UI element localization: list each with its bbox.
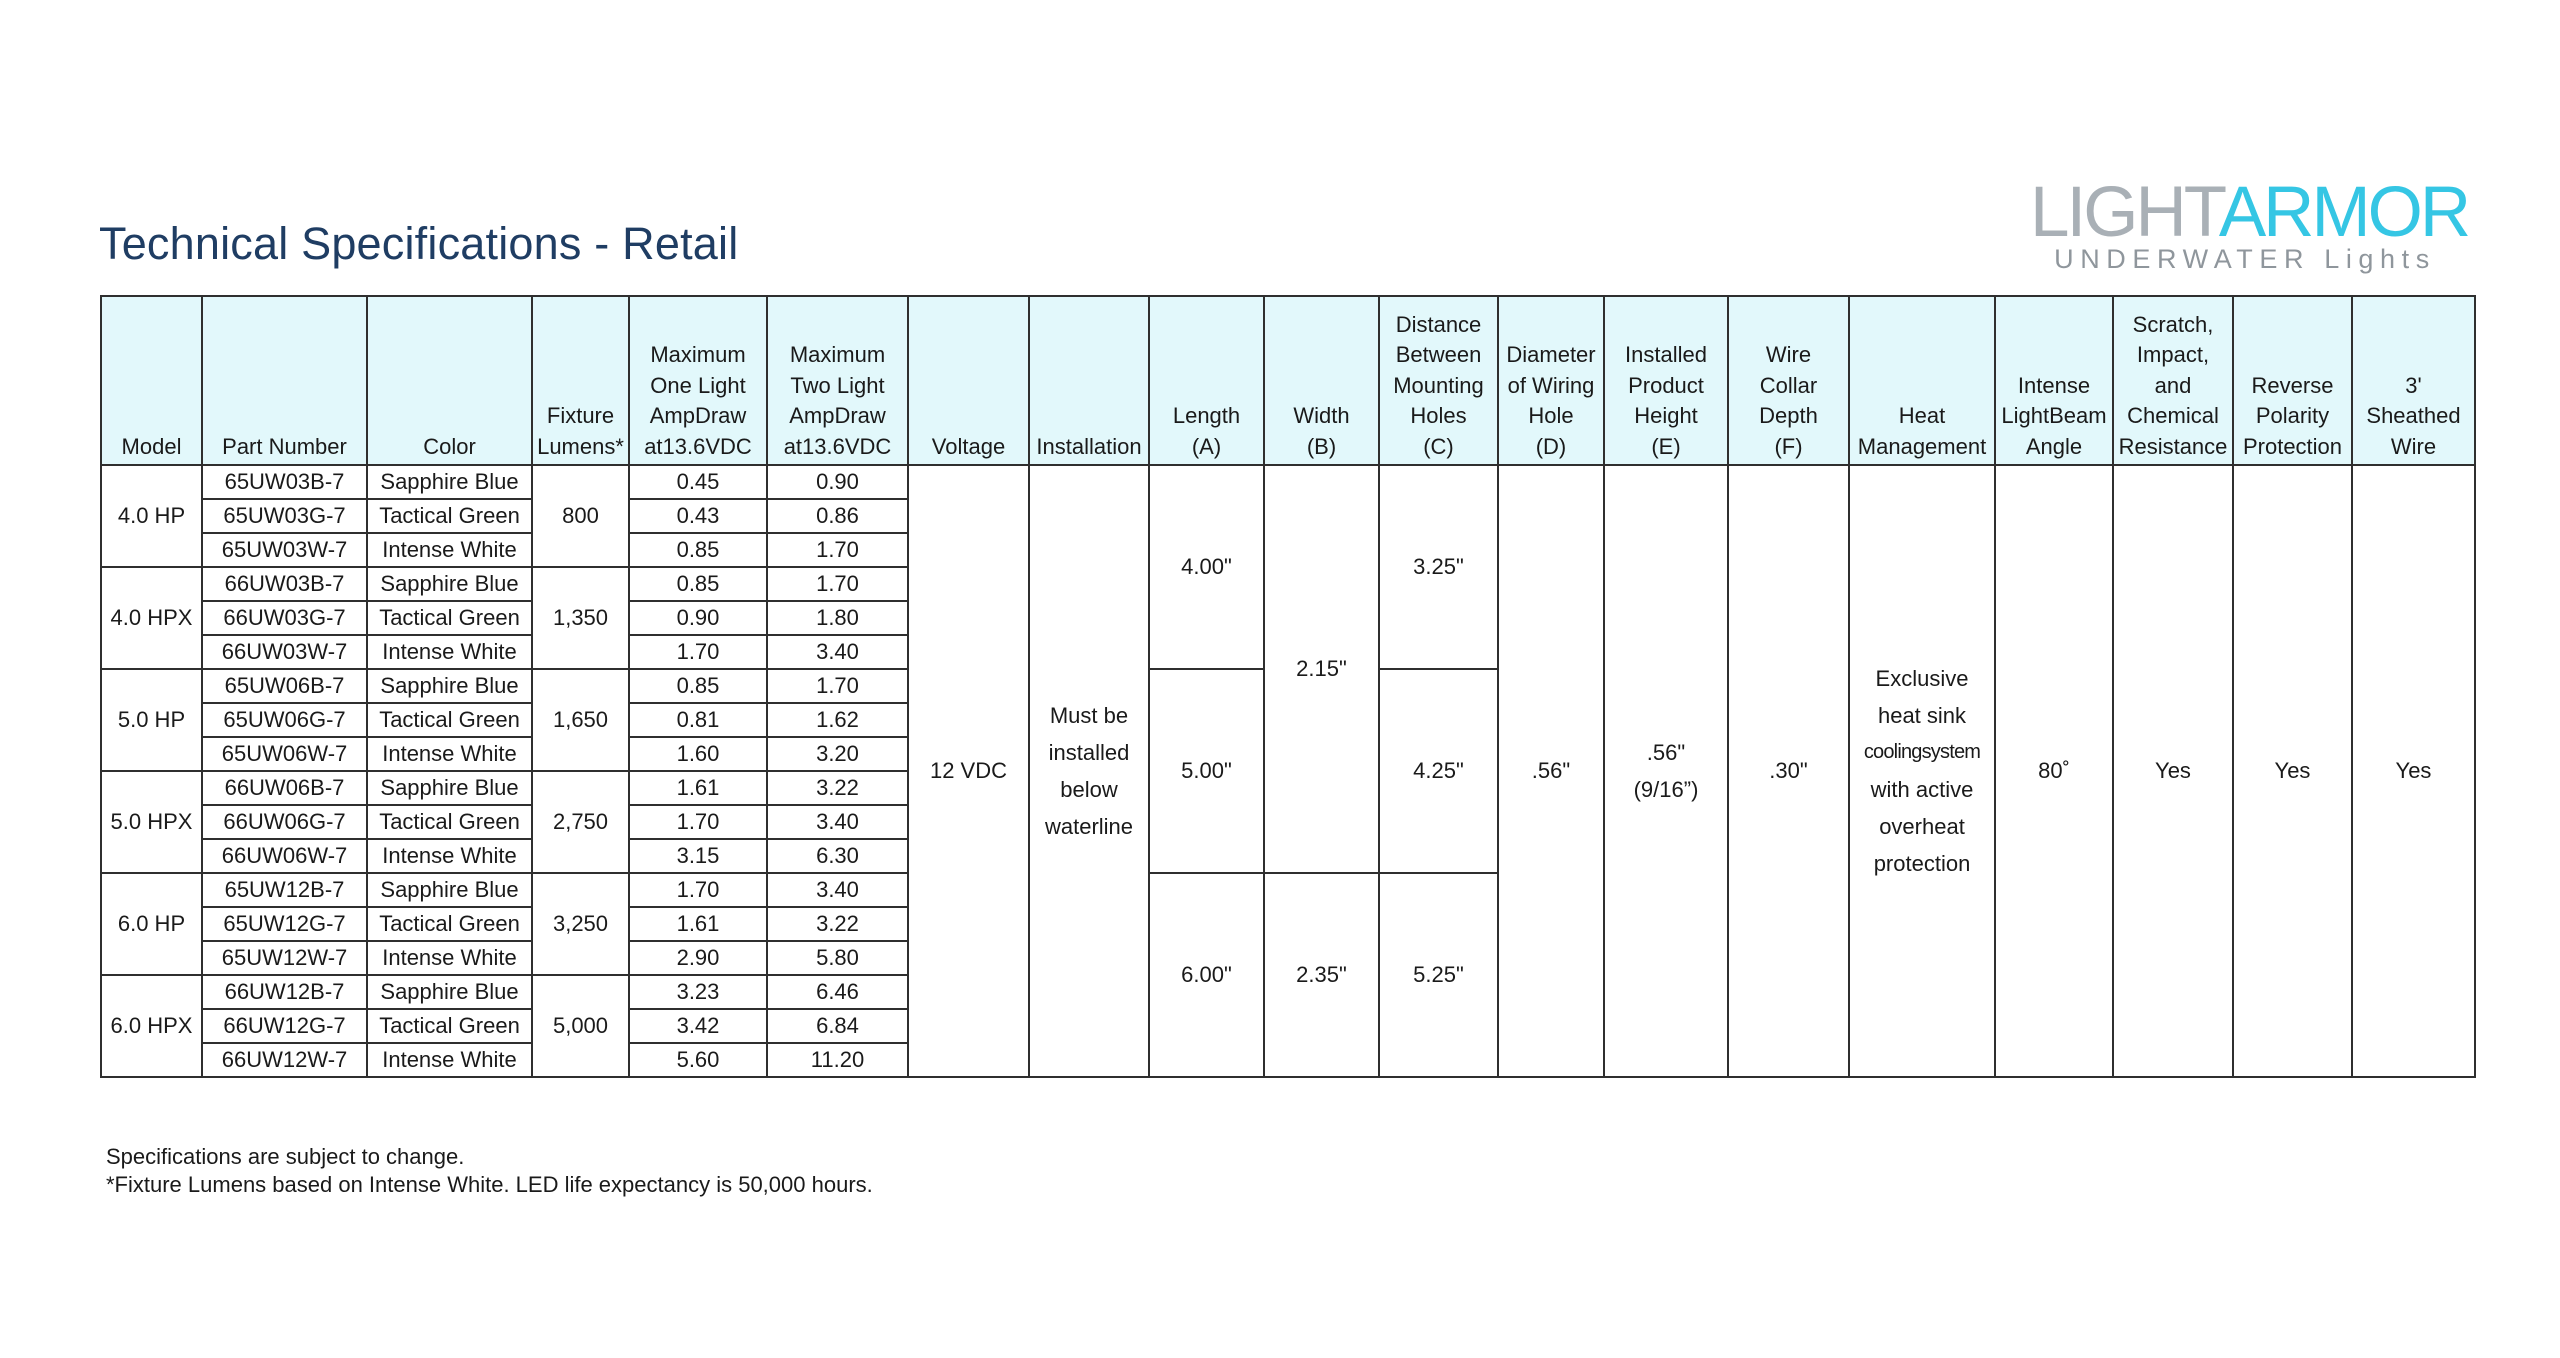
part-number-cell: 65UW03G-7 <box>202 499 367 533</box>
one-light-cell: 1.70 <box>629 873 767 907</box>
one-light-cell: 0.90 <box>629 601 767 635</box>
model-cell: 5.0 HPX <box>101 771 202 873</box>
header-wire-collar: Wire Collar Depth (F) <box>1728 296 1849 465</box>
two-light-cell: 3.22 <box>767 907 908 941</box>
part-number-cell: 66UW03B-7 <box>202 567 367 601</box>
color-cell: Sapphire Blue <box>367 567 532 601</box>
header-model: Model <box>101 296 202 465</box>
two-light-cell: 6.46 <box>767 975 908 1009</box>
two-light-cell: 6.30 <box>767 839 908 873</box>
part-number-cell: 65UW03W-7 <box>202 533 367 567</box>
color-cell: Intense White <box>367 533 532 567</box>
two-light-cell: 5.80 <box>767 941 908 975</box>
color-cell: Intense White <box>367 635 532 669</box>
lumens-cell: 5,000 <box>532 975 629 1077</box>
one-light-cell: 0.43 <box>629 499 767 533</box>
color-cell: Tactical Green <box>367 805 532 839</box>
color-cell: Intense White <box>367 1043 532 1077</box>
color-cell: Tactical Green <box>367 703 532 737</box>
part-number-cell: 65UW03B-7 <box>202 465 367 499</box>
part-number-cell: 66UW12W-7 <box>202 1043 367 1077</box>
logo-subtitle: UNDERWATER Lights <box>2054 244 2436 274</box>
voltage-cell: 12 VDC <box>908 465 1029 1077</box>
wire-collar-cell: .30" <box>1728 465 1849 1077</box>
length-cell: 5.00" <box>1149 669 1264 873</box>
one-light-cell: 1.61 <box>629 907 767 941</box>
one-light-cell: 3.42 <box>629 1009 767 1043</box>
lumens-cell: 2,750 <box>532 771 629 873</box>
part-number-cell: 65UW06B-7 <box>202 669 367 703</box>
two-light-cell: 0.90 <box>767 465 908 499</box>
header-width: Width (B) <box>1264 296 1379 465</box>
header-voltage: Voltage <box>908 296 1029 465</box>
logo-light: LIGHT <box>2030 173 2219 252</box>
one-light-cell: 2.90 <box>629 941 767 975</box>
diameter-cell: .56" <box>1498 465 1604 1077</box>
two-light-cell: 3.22 <box>767 771 908 805</box>
color-cell: Intense White <box>367 839 532 873</box>
color-cell: Sapphire Blue <box>367 975 532 1009</box>
part-number-cell: 66UW06W-7 <box>202 839 367 873</box>
length-cell: 6.00" <box>1149 873 1264 1077</box>
part-number-cell: 65UW06G-7 <box>202 703 367 737</box>
part-number-cell: 66UW12B-7 <box>202 975 367 1009</box>
two-light-cell: 1.70 <box>767 567 908 601</box>
part-number-cell: 65UW12W-7 <box>202 941 367 975</box>
part-number-cell: 66UW03G-7 <box>202 601 367 635</box>
part-number-cell: 65UW06W-7 <box>202 737 367 771</box>
header-max-one-light: Maximum One Light AmpDraw at13.6VDC <box>629 296 767 465</box>
logo-armor: ARMOR <box>2218 173 2469 252</box>
header-max-two-light: Maximum Two Light AmpDraw at13.6VDC <box>767 296 908 465</box>
one-light-cell: 5.60 <box>629 1043 767 1077</box>
brand-logo <box>2030 173 2469 275</box>
two-light-cell: 0.86 <box>767 499 908 533</box>
one-light-cell: 1.60 <box>629 737 767 771</box>
footnote-lumens: *Fixture Lumens based on Intense White. LED life expectancy is 50,000 hours. <box>106 1172 873 1197</box>
color-cell: Sapphire Blue <box>367 669 532 703</box>
header-reverse-polarity: Reverse Polarity Protection <box>2233 296 2352 465</box>
part-number-cell: 65UW12G-7 <box>202 907 367 941</box>
one-light-cell: 0.85 <box>629 533 767 567</box>
color-cell: Sapphire Blue <box>367 873 532 907</box>
width-cell: 2.15" <box>1264 465 1379 873</box>
header-fixture-lumens: Fixture Lumens* <box>532 296 629 465</box>
header-heat-management: Heat Management <box>1849 296 1995 465</box>
reverse-polarity-cell: Yes <box>2233 465 2352 1077</box>
header-length: Length (A) <box>1149 296 1264 465</box>
one-light-cell: 0.85 <box>629 567 767 601</box>
footnotes <box>106 1143 873 1199</box>
header-row <box>101 296 2475 465</box>
part-number-cell: 65UW12B-7 <box>202 873 367 907</box>
color-cell: Sapphire Blue <box>367 771 532 805</box>
distance-cell: 5.25" <box>1379 873 1498 1077</box>
length-cell: 4.00" <box>1149 465 1264 669</box>
two-light-cell: 1.70 <box>767 669 908 703</box>
spec-table <box>100 295 2476 1078</box>
model-cell: 6.0 HP <box>101 873 202 975</box>
two-light-cell: 6.84 <box>767 1009 908 1043</box>
header-color: Color <box>367 296 532 465</box>
two-light-cell: 3.40 <box>767 805 908 839</box>
one-light-cell: 1.70 <box>629 805 767 839</box>
beam-angle-cell: 80˚ <box>1995 465 2113 1077</box>
color-cell: Tactical Green <box>367 601 532 635</box>
footnote-disclaimer: Specifications are subject to change. <box>106 1144 465 1169</box>
table-row <box>101 465 2475 499</box>
two-light-cell: 3.20 <box>767 737 908 771</box>
installed-height-cell: .56" (9/16”) <box>1604 465 1728 1077</box>
one-light-cell: 0.85 <box>629 669 767 703</box>
header-part-number: Part Number <box>202 296 367 465</box>
model-cell: 6.0 HPX <box>101 975 202 1077</box>
part-number-cell: 66UW03W-7 <box>202 635 367 669</box>
model-cell: 4.0 HP <box>101 465 202 567</box>
one-light-cell: 0.45 <box>629 465 767 499</box>
lumens-cell: 1,650 <box>532 669 629 771</box>
color-cell: Tactical Green <box>367 1009 532 1043</box>
header-beam-angle: Intense LightBeam Angle <box>1995 296 2113 465</box>
two-light-cell: 1.80 <box>767 601 908 635</box>
lumens-cell: 3,250 <box>532 873 629 975</box>
color-cell: Intense White <box>367 941 532 975</box>
header-diameter: Diameter of Wiring Hole (D) <box>1498 296 1604 465</box>
distance-cell: 4.25" <box>1379 669 1498 873</box>
one-light-cell: 1.70 <box>629 635 767 669</box>
part-number-cell: 66UW12G-7 <box>202 1009 367 1043</box>
scratch-resistance-cell: Yes <box>2113 465 2233 1077</box>
part-number-cell: 66UW06B-7 <box>202 771 367 805</box>
installation-cell: Must be installed below waterline <box>1029 465 1149 1077</box>
one-light-cell: 3.15 <box>629 839 767 873</box>
header-installation: Installation <box>1029 296 1149 465</box>
color-cell: Intense White <box>367 737 532 771</box>
one-light-cell: 1.61 <box>629 771 767 805</box>
one-light-cell: 0.81 <box>629 703 767 737</box>
color-cell: Sapphire Blue <box>367 465 532 499</box>
color-cell: Tactical Green <box>367 499 532 533</box>
model-cell: 5.0 HP <box>101 669 202 771</box>
two-light-cell: 3.40 <box>767 635 908 669</box>
two-light-cell: 1.62 <box>767 703 908 737</box>
page-title: Technical Specifications - Retail <box>99 218 739 269</box>
lumens-cell: 1,350 <box>532 567 629 669</box>
two-light-cell: 3.40 <box>767 873 908 907</box>
header-distance: Distance Between Mounting Holes (C) <box>1379 296 1498 465</box>
two-light-cell: 11.20 <box>767 1043 908 1077</box>
two-light-cell: 1.70 <box>767 533 908 567</box>
color-cell: Tactical Green <box>367 907 532 941</box>
distance-cell: 3.25" <box>1379 465 1498 669</box>
part-number-cell: 66UW06G-7 <box>202 805 367 839</box>
header-scratch-resistance: Scratch, Impact, and Chemical Resistance <box>2113 296 2233 465</box>
lumens-cell: 800 <box>532 465 629 567</box>
header-installed-height: Installed Product Height (E) <box>1604 296 1728 465</box>
heat-management-cell: Exclusive heat sink coolingsystem with active overheat protection <box>1849 465 1995 1077</box>
width-cell: 2.35" <box>1264 873 1379 1077</box>
header-sheathed-wire: 3' Sheathed Wire <box>2352 296 2475 465</box>
one-light-cell: 3.23 <box>629 975 767 1009</box>
sheathed-wire-cell: Yes <box>2352 465 2475 1077</box>
model-cell: 4.0 HPX <box>101 567 202 669</box>
